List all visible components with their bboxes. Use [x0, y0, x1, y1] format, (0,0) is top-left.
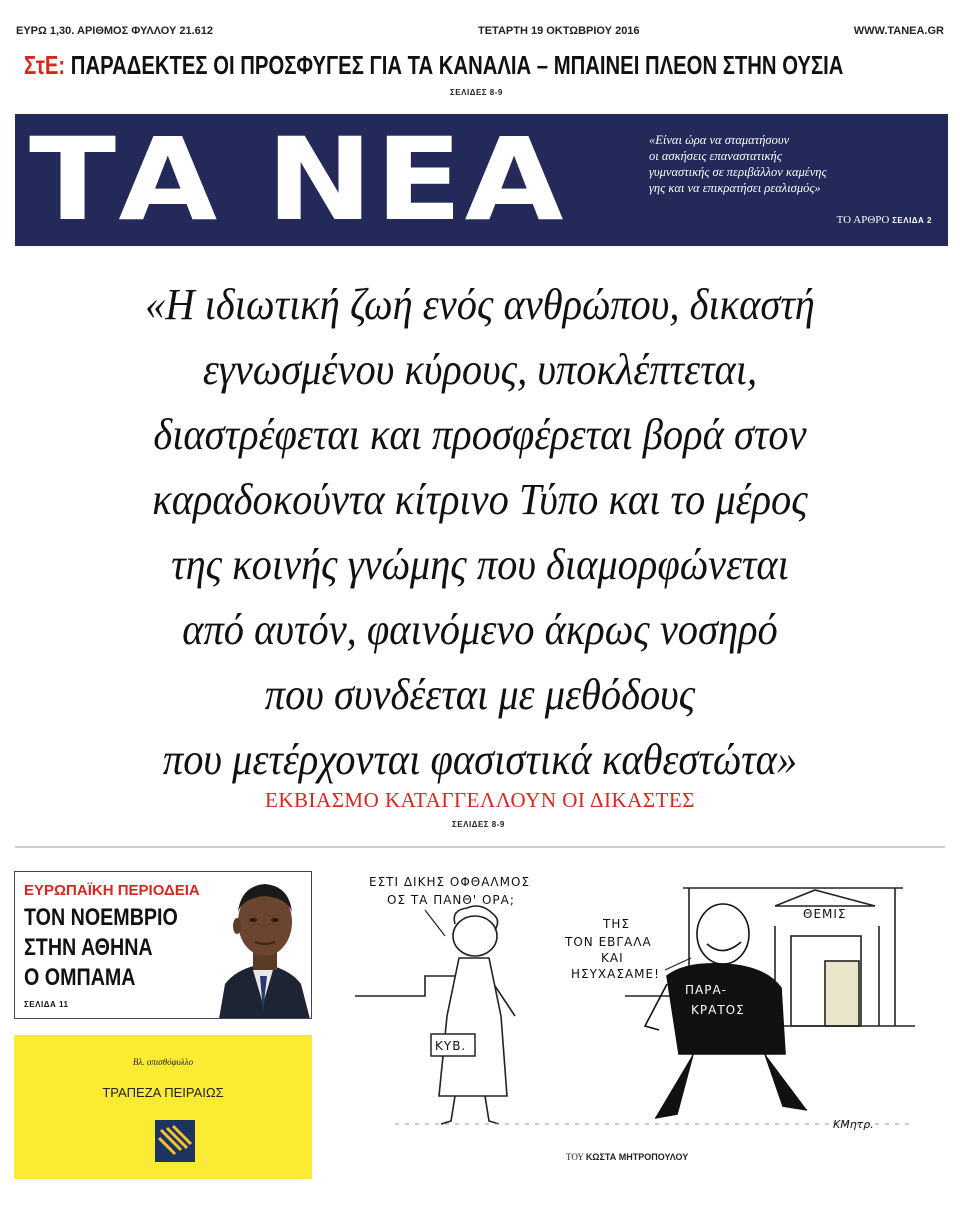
- woman-figure: [439, 906, 515, 1124]
- obama-line: Ο ΟΜΠΑΜΑ: [24, 964, 136, 991]
- quote-line: καραδοκούντα κίτρινο Τύπο και το μέρος: [152, 475, 808, 524]
- cartoonist-name: ΚΩΣΤΑ ΜΗΤΡΟΠΟΥΛΟΥ: [585, 1152, 689, 1162]
- section-divider: [15, 846, 945, 848]
- article-reference[interactable]: [837, 214, 932, 226]
- editorial-cartoon: [355, 866, 945, 1146]
- man-speech: ΤΗΣ: [603, 917, 630, 931]
- main-story-pages: ΣΕΛΙΔΕΣ 8-9: [452, 820, 505, 829]
- masthead: [15, 114, 948, 246]
- teaser-headline[interactable]: [24, 50, 844, 84]
- woman-speech: ΟΣ ΤΑ ΠΑΝΘ' ΟΡΑ;: [387, 893, 515, 907]
- quote-line: «Η ιδιωτική ζωή ενός ανθρώπου, δικαστή: [145, 280, 815, 329]
- bag-label: ΚΥΒ.: [435, 1039, 467, 1053]
- quote-line: διαστρέφεται και προσφέρεται βορά στον: [153, 410, 807, 459]
- bank-advert[interactable]: [14, 1035, 312, 1179]
- bank-name: ΤΡΑΠΕΖΑ ΠΕΙΡΑΙΩΣ: [102, 1085, 224, 1100]
- cartoon-credit: [566, 1152, 688, 1162]
- price-issue: ΕΥΡΩ 1,30. ΑΡΙΘΜΟΣ ΦΥΛΛΟΥ 21.612: [16, 25, 213, 37]
- masthead-quote-line: οι ασκήσεις επαναστατικής: [649, 149, 782, 163]
- teaser-text: ΠΑΡΑΔΕΚΤΕΣ ΟΙ ΠΡΟΣΦΥΓΕΣ ΓΙΑ ΤΑ ΚΑΝΑΛΙΑ – ΜΠΑΙΝΕΙ ΠΛΕΟΝ ΣΤΗΝ ΟΥΣΙΑ: [70, 50, 844, 80]
- man-speech: ΚΑΙ: [601, 951, 624, 965]
- main-story-quote[interactable]: [20, 272, 940, 792]
- credit-prefix: ΤΟΥ: [566, 1152, 584, 1162]
- teaser-pages: ΣΕΛΙΔΕΣ 8-9: [450, 88, 503, 97]
- man-speech: ΤΟΝ ΕΒΓΑΛΑ: [565, 935, 652, 949]
- quote-line: που μετέρχονται φασιστικά καθεστώτα»: [162, 735, 798, 784]
- main-headline[interactable]: ΕΚΒΙΑΣΜΟ ΚΑΤΑΓΓΕΛΛΟΥΝ ΟΙ ΔΙΚΑΣΤΕΣ: [265, 788, 695, 812]
- newspaper-logo: ΤΑ ΝΕΑ: [29, 113, 566, 246]
- obama-page: ΣΕΛΙΔΑ 11: [24, 1000, 69, 1009]
- article-ref-label: ΤΟ ΑΡΘΡΟ: [836, 214, 890, 226]
- obama-line: ΤΟΝ ΝΟΕΜΒΡΙΟ: [24, 904, 178, 931]
- quote-line: της κοινής γνώμης που διαμορφώνεται: [171, 540, 789, 589]
- bank-logo-icon: [155, 1120, 195, 1162]
- ad-note: Βλ. οπισθόφυλλο: [132, 1057, 194, 1067]
- obama-line: ΣΤΗΝ ΑΘΗΝΑ: [24, 934, 153, 961]
- quote-line: που συνδέεται με μεθόδους: [264, 670, 696, 719]
- issue-date: ΤΕΤΑΡΤΗ 19 ΟΚΤΩΒΡΙΟΥ 2016: [478, 25, 640, 37]
- man-speech: ΗΣΥΧΑΣΑΜΕ!: [571, 967, 660, 981]
- woman-speech: ΕΣΤΙ ΔΙΚΗΣ ΟΦΘΑΛΜΟΣ: [369, 875, 531, 889]
- obama-photo: [215, 872, 312, 1019]
- masthead-quote-line: «Είναι ώρα να σταματήσουν: [649, 133, 790, 147]
- quote-line: από αυτόν, φαινόμενο άκρως νοσηρό: [182, 605, 778, 654]
- website-link[interactable]: WWW.TANEA.GR: [853, 25, 944, 37]
- top-info-bar: [16, 25, 944, 39]
- masthead-quote[interactable]: [649, 132, 939, 196]
- obama-kicker: ΕΥΡΩΠΑΪΚΗ ΠΕΡΙΟΔΕΙΑ: [24, 882, 200, 899]
- obama-teaser-box[interactable]: [14, 871, 312, 1019]
- building-sign: ΘΕΜΙΣ: [803, 907, 847, 921]
- article-ref-page: ΣΕΛΙΔΑ 2: [892, 216, 932, 225]
- cartoonist-signature: ΚΜητρ.: [833, 1118, 874, 1131]
- shirt-text: ΠΑΡΑ-: [685, 983, 728, 997]
- masthead-quote-line: γυμναστικής σε περιβάλλον καμένης: [649, 165, 827, 179]
- shirt-text: ΚΡΑΤΟΣ: [691, 1003, 745, 1017]
- masthead-quote-line: γης και να επικρατήσει ρεαλισμός»: [649, 181, 821, 195]
- teaser-kicker: ΣτΕ:: [24, 50, 66, 80]
- quote-line: εγνωσμένου κύρους, υποκλέπτεται,: [202, 345, 758, 394]
